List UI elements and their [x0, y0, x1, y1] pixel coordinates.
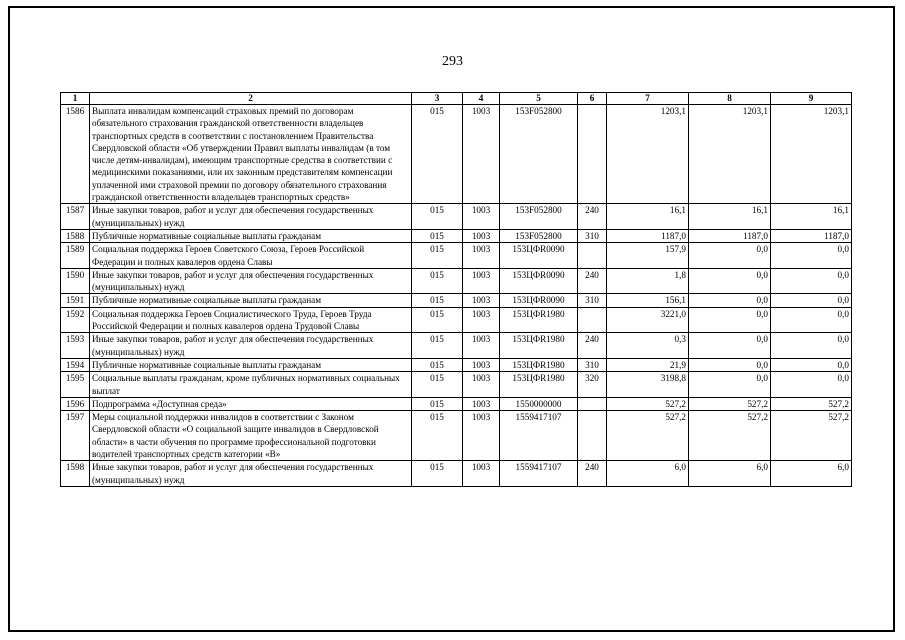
row-expense-type: 310: [578, 294, 607, 307]
row-name: Меры социальной поддержки инвалидов в соответствии с Законом Свердловской области «О социальной защите инвалидов в Свердловской области» в части обучения по программе профессиональной подготовки водителей транспортных средств категории «В»: [90, 411, 412, 461]
row-value-col8: 1187,0: [689, 229, 771, 242]
row-section-code: 1003: [463, 243, 500, 269]
page-number: 293: [442, 54, 463, 69]
row-name: Публичные нормативные социальные выплаты гражданам: [90, 294, 412, 307]
row-ministry-code: 015: [412, 358, 463, 371]
column-header: 1: [61, 93, 90, 105]
row-expense-type: 240: [578, 268, 607, 294]
row-value-col7: 3221,0: [607, 307, 689, 333]
row-value-col7: 21,9: [607, 358, 689, 371]
row-number: 1590: [61, 268, 90, 294]
row-value-col9: 0,0: [771, 294, 852, 307]
row-expense-type: 240: [578, 461, 607, 487]
row-target-code: 153ЦФR1980: [500, 358, 578, 371]
row-value-col9: 1203,1: [771, 105, 852, 204]
row-number: 1593: [61, 333, 90, 359]
budget-table: [60, 92, 852, 487]
row-value-col7: 157,9: [607, 243, 689, 269]
row-name: Публичные нормативные социальные выплаты гражданам: [90, 358, 412, 371]
row-number: 1589: [61, 243, 90, 269]
row-section-code: 1003: [463, 358, 500, 371]
row-ministry-code: 015: [412, 268, 463, 294]
row-value-col7: 3198,8: [607, 372, 689, 398]
column-header: 4: [463, 93, 500, 105]
table-row: [61, 307, 852, 333]
row-value-col8: 0,0: [689, 294, 771, 307]
table-row: [61, 411, 852, 461]
row-target-code: 1559417107: [500, 461, 578, 487]
row-value-col9: 1187,0: [771, 229, 852, 242]
row-name: Социальная поддержка Героев Советского Союза, Героев Российской Федерации и полных кавалеров ордена Славы: [90, 243, 412, 269]
row-target-code: 153ЦФR1980: [500, 372, 578, 398]
row-value-col9: 0,0: [771, 243, 852, 269]
row-value-col9: 527,2: [771, 397, 852, 410]
row-value-col8: 0,0: [689, 268, 771, 294]
row-name: Социальная поддержка Героев Социалистического Труда, Героев Труда Российской Федерации и полных кавалеров ордена Трудовой Славы: [90, 307, 412, 333]
row-value-col7: 1187,0: [607, 229, 689, 242]
row-name: Подпрограмма «Доступная среда»: [90, 397, 412, 410]
table-row: [61, 105, 852, 204]
row-section-code: 1003: [463, 461, 500, 487]
table-row: [61, 333, 852, 359]
row-value-col8: 0,0: [689, 358, 771, 371]
row-value-col8: 0,0: [689, 372, 771, 398]
row-name: Иные закупки товаров, работ и услуг для обеспечения государственных (муниципальных) нужд: [90, 333, 412, 359]
row-number: 1596: [61, 397, 90, 410]
row-value-col7: 0,3: [607, 333, 689, 359]
column-header: 3: [412, 93, 463, 105]
table-row: [61, 204, 852, 230]
row-expense-type: 320: [578, 372, 607, 398]
row-target-code: 1559417107: [500, 411, 578, 461]
row-number: 1594: [61, 358, 90, 371]
row-value-col9: 0,0: [771, 307, 852, 333]
row-number: 1586: [61, 105, 90, 204]
row-value-col9: 0,0: [771, 358, 852, 371]
table-row: [61, 397, 852, 410]
row-value-col7: 156,1: [607, 294, 689, 307]
table-row: [61, 294, 852, 307]
row-value-col7: 527,2: [607, 411, 689, 461]
row-target-code: 153F052800: [500, 204, 578, 230]
column-header: 8: [689, 93, 771, 105]
row-value-col8: 527,2: [689, 397, 771, 410]
row-number: 1587: [61, 204, 90, 230]
row-value-col8: 527,2: [689, 411, 771, 461]
row-section-code: 1003: [463, 307, 500, 333]
row-value-col8: 6,0: [689, 461, 771, 487]
row-number: 1592: [61, 307, 90, 333]
row-ministry-code: 015: [412, 372, 463, 398]
row-value-col8: 1203,1: [689, 105, 771, 204]
row-expense-type: 240: [578, 204, 607, 230]
row-target-code: 153ЦФR0090: [500, 294, 578, 307]
row-ministry-code: 015: [412, 461, 463, 487]
row-section-code: 1003: [463, 204, 500, 230]
row-value-col8: 0,0: [689, 243, 771, 269]
row-ministry-code: 015: [412, 229, 463, 242]
row-expense-type: [578, 105, 607, 204]
row-section-code: 1003: [463, 333, 500, 359]
row-number: 1588: [61, 229, 90, 242]
column-header: 6: [578, 93, 607, 105]
row-value-col8: 0,0: [689, 307, 771, 333]
row-ministry-code: 015: [412, 105, 463, 204]
row-expense-type: [578, 397, 607, 410]
row-expense-type: [578, 411, 607, 461]
column-header: 2: [90, 93, 412, 105]
row-target-code: 153ЦФR1980: [500, 333, 578, 359]
row-section-code: 1003: [463, 397, 500, 410]
row-ministry-code: 015: [412, 397, 463, 410]
row-name: Иные закупки товаров, работ и услуг для обеспечения государственных (муниципальных) нужд: [90, 268, 412, 294]
row-target-code: 153F052800: [500, 229, 578, 242]
row-value-col7: 6,0: [607, 461, 689, 487]
row-ministry-code: 015: [412, 307, 463, 333]
table-row: [61, 358, 852, 371]
row-section-code: 1003: [463, 372, 500, 398]
row-value-col9: 0,0: [771, 372, 852, 398]
row-ministry-code: 015: [412, 204, 463, 230]
row-expense-type: 310: [578, 358, 607, 371]
row-ministry-code: 015: [412, 333, 463, 359]
row-section-code: 1003: [463, 411, 500, 461]
row-name: Выплата инвалидам компенсаций страховых премий по договорам обязательного страхования гражданской ответственности владельцев транспортных средств в соответствии с постановлением Правительства Свердловской области «Об утверждении Правил выплаты инвалидам (в том числе детям-инвалидам), имеющим транспортные средства в соответствии с медицинскими показаниями, или их законным представителям компенсации уплаченной ими страховой премии по договору обязательного страхования гражданской ответственности владельцев транспортных средств»: [90, 105, 412, 204]
row-section-code: 1003: [463, 229, 500, 242]
row-section-code: 1003: [463, 294, 500, 307]
column-header: 5: [500, 93, 578, 105]
row-value-col7: 16,1: [607, 204, 689, 230]
row-name: Публичные нормативные социальные выплаты гражданам: [90, 229, 412, 242]
row-target-code: 153ЦФR1980: [500, 307, 578, 333]
row-value-col9: 0,0: [771, 268, 852, 294]
row-ministry-code: 015: [412, 411, 463, 461]
table-row: [61, 268, 852, 294]
row-number: 1591: [61, 294, 90, 307]
row-name: Социальные выплаты гражданам, кроме публичных нормативных социальных выплат: [90, 372, 412, 398]
row-value-col8: 0,0: [689, 333, 771, 359]
row-ministry-code: 015: [412, 294, 463, 307]
row-expense-type: 240: [578, 333, 607, 359]
row-number: 1595: [61, 372, 90, 398]
table-row: [61, 461, 852, 487]
row-value-col9: 16,1: [771, 204, 852, 230]
row-value-col9: 527,2: [771, 411, 852, 461]
row-value-col8: 16,1: [689, 204, 771, 230]
row-value-col7: 1203,1: [607, 105, 689, 204]
row-value-col7: 527,2: [607, 397, 689, 410]
table-row: [61, 372, 852, 398]
row-target-code: 153F052800: [500, 105, 578, 204]
row-ministry-code: 015: [412, 243, 463, 269]
row-expense-type: [578, 243, 607, 269]
row-value-col7: 1,8: [607, 268, 689, 294]
row-name: Иные закупки товаров, работ и услуг для обеспечения государственных (муниципальных) нужд: [90, 461, 412, 487]
row-number: 1597: [61, 411, 90, 461]
row-expense-type: 310: [578, 229, 607, 242]
row-value-col9: 6,0: [771, 461, 852, 487]
row-target-code: 153ЦФR0090: [500, 243, 578, 269]
row-section-code: 1003: [463, 105, 500, 204]
table-row: [61, 229, 852, 242]
table-row: [61, 243, 852, 269]
row-number: 1598: [61, 461, 90, 487]
row-target-code: 153ЦФR0090: [500, 268, 578, 294]
column-header: 7: [607, 93, 689, 105]
column-header: 9: [771, 93, 852, 105]
row-section-code: 1003: [463, 268, 500, 294]
row-value-col9: 0,0: [771, 333, 852, 359]
row-name: Иные закупки товаров, работ и услуг для обеспечения государственных (муниципальных) нужд: [90, 204, 412, 230]
row-expense-type: [578, 307, 607, 333]
row-target-code: 1550000000: [500, 397, 578, 410]
table-header-row: [61, 93, 852, 105]
